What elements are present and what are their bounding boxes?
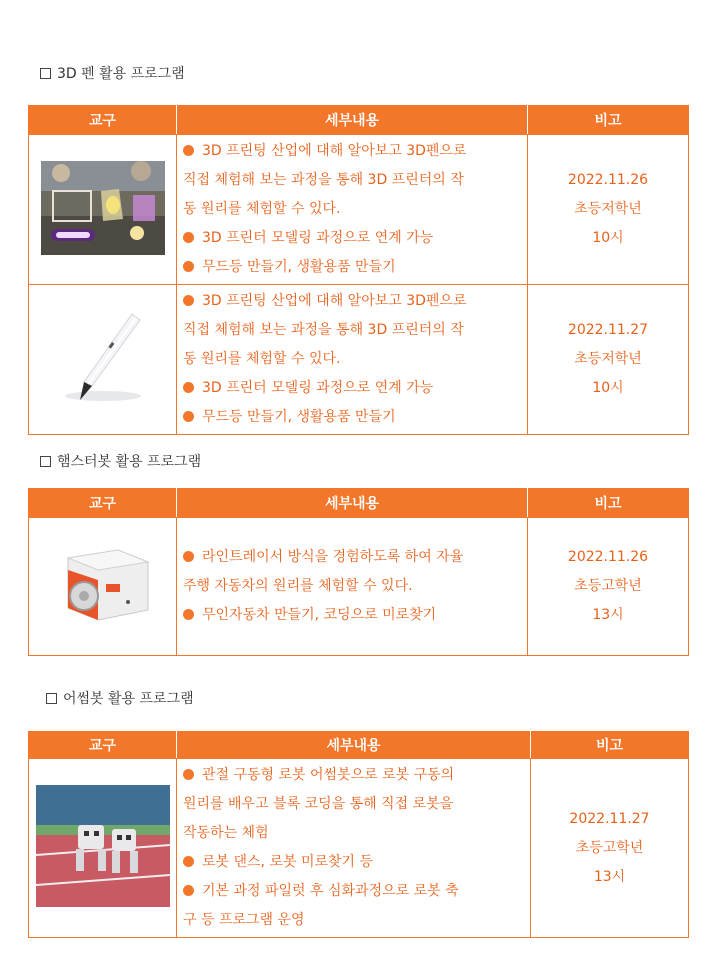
table-row — [29, 518, 689, 656]
table-header-row — [29, 489, 689, 518]
detail-line: 직접 체험해 보는 과정을 통해 3D 프린터의 작 — [183, 322, 464, 338]
table-row — [29, 759, 689, 938]
note-date: 2022.11.27 — [567, 322, 649, 338]
hamster-robot-image — [48, 540, 158, 630]
tool-cell — [29, 518, 177, 656]
note-grade: 초등고학년 — [575, 839, 644, 856]
detail-line: 주행 자동차의 원리를 체험할 수 있다. — [183, 578, 413, 594]
section-title-3d-pen — [40, 63, 185, 83]
details-cell — [177, 285, 528, 435]
detail-line: 3D 프린터 모델링 과정으로 연계 가능 — [183, 374, 521, 403]
program-table-awesomebot — [28, 731, 689, 938]
bullet-icon — [183, 856, 194, 867]
awesomebot-photo — [36, 785, 170, 907]
program-table-3d-pen — [28, 105, 689, 435]
header-note: 비고 — [528, 489, 689, 518]
bullet-icon — [183, 551, 194, 562]
tool-cell — [29, 285, 177, 435]
tool-cell — [29, 135, 177, 285]
square-bullet-icon — [46, 693, 57, 704]
bullet-icon — [183, 261, 194, 272]
section-title-text: 어썸봇 활용 프로그램 — [63, 691, 194, 707]
note-time: 13시 — [592, 607, 624, 623]
header-tool: 교구 — [29, 732, 177, 759]
bullet-icon — [183, 411, 194, 422]
section-title-text: 3D 펜 활용 프로그램 — [57, 66, 185, 82]
detail-line: 구 등 프로그램 운영 — [183, 912, 305, 928]
note-date: 2022.11.26 — [567, 172, 649, 188]
section-title-awesomebot — [46, 688, 194, 708]
detail-line: 3D 프린터 모델링 과정으로 연계 가능 — [183, 224, 521, 253]
detail-line: 무드등 만들기, 생활용품 만들기 — [183, 253, 521, 282]
square-bullet-icon — [40, 68, 51, 79]
square-bullet-icon — [40, 456, 51, 467]
section-title-hamsterbot — [40, 451, 201, 471]
note-cell — [528, 285, 689, 435]
note-grade: 초등고학년 — [574, 578, 642, 594]
bullet-icon — [183, 382, 194, 393]
bullet-icon — [183, 295, 194, 306]
detail-line: 라인트레이서 방식을 경험하도록 하여 자율 — [183, 543, 521, 572]
header-details: 세부내용 — [177, 106, 528, 135]
details-cell — [177, 518, 528, 656]
header-note: 비고 — [531, 732, 689, 759]
details-cell — [177, 135, 528, 285]
details-cell — [177, 759, 531, 938]
header-details: 세부내용 — [177, 732, 531, 759]
note-time: 13시 — [593, 868, 626, 885]
bullet-icon — [183, 609, 194, 620]
table-row — [29, 135, 689, 285]
header-tool: 교구 — [29, 489, 177, 518]
note-time: 10시 — [592, 380, 624, 396]
note-grade: 초등저학년 — [574, 351, 642, 367]
header-details: 세부내용 — [177, 489, 528, 518]
section-title-text: 햄스터봇 활용 프로그램 — [57, 454, 202, 470]
table-row — [29, 285, 689, 435]
program-table-hamsterbot — [28, 488, 689, 656]
note-grade: 초등저학년 — [574, 201, 642, 217]
table-header-row — [29, 732, 689, 759]
detail-line: 로봇 댄스, 로봇 미로찾기 등 — [183, 848, 524, 877]
detail-line: 기본 과정 파일럿 후 심화과정으로 로봇 축 — [183, 877, 524, 906]
detail-line: 직접 체험해 보는 과정을 통해 3D 프린터의 작 — [183, 172, 464, 188]
table-header-row — [29, 106, 689, 135]
detail-line: 관절 구동형 로봇 어썸봇으로 로봇 구동의 — [183, 761, 524, 790]
note-cell — [528, 135, 689, 285]
detail-line: 원리를 배우고 블록 코딩을 통해 직접 로봇을 — [183, 796, 454, 812]
note-cell — [528, 518, 689, 656]
bullet-icon — [183, 769, 194, 780]
detail-line: 무드등 만들기, 생활용품 만들기 — [183, 403, 521, 432]
detail-line: 동 원리를 체험할 수 있다. — [183, 201, 341, 217]
bullet-icon — [183, 885, 194, 896]
note-date: 2022.11.26 — [567, 549, 649, 565]
tool-cell — [29, 759, 177, 938]
3d-pen-crafts-photo — [41, 161, 165, 255]
3d-pen-image — [58, 308, 148, 408]
detail-line: 동 원리를 체험할 수 있다. — [183, 351, 341, 367]
note-date: 2022.11.27 — [569, 810, 650, 827]
bullet-icon — [183, 232, 194, 243]
detail-line: 3D 프린팅 산업에 대해 알아보고 3D펜으로 — [183, 287, 521, 316]
header-tool: 교구 — [29, 106, 177, 135]
note-time: 10시 — [592, 230, 624, 246]
detail-line: 작동하는 체험 — [183, 825, 269, 841]
bullet-icon — [183, 145, 194, 156]
detail-line: 3D 프린팅 산업에 대해 알아보고 3D펜으로 — [183, 137, 521, 166]
note-cell — [531, 759, 689, 938]
header-note: 비고 — [528, 106, 689, 135]
detail-line: 무인자동차 만들기, 코딩으로 미로찾기 — [183, 601, 521, 630]
